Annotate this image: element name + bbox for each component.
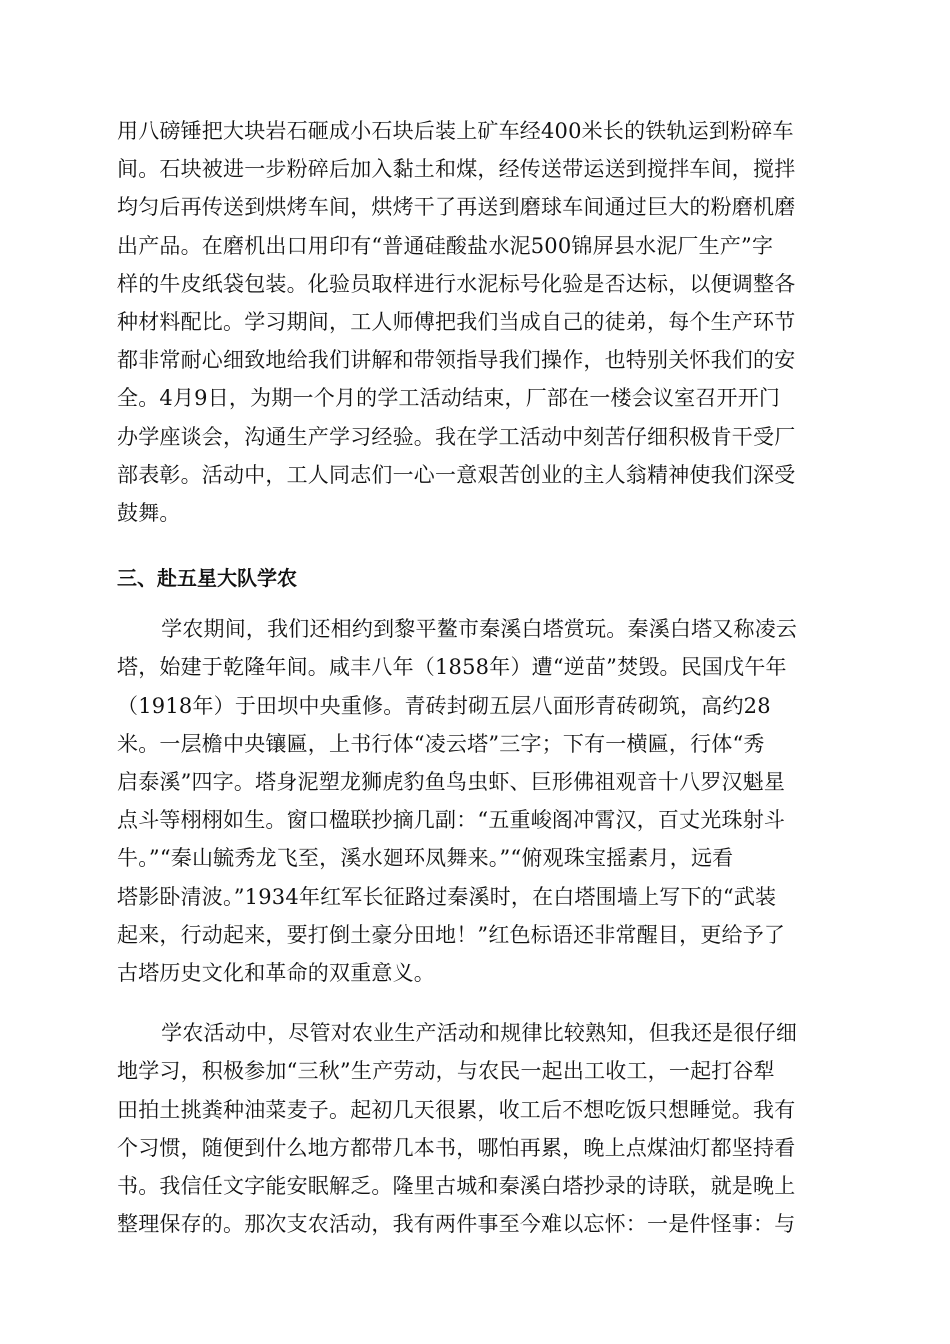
text-line: 用八磅锤把大块岩石砸成小石块后装上矿车经400米长的铁轨运到粉碎车 [117, 119, 794, 143]
text-line: 部表彰。活动中，工人同志们一心一意艰苦创业的主人翁精神使我们深受 [117, 462, 796, 487]
text-line: 出产品。在磨机出口用印有“普通硅酸盐水泥500锦屏县水泥厂生产”字 [117, 233, 774, 258]
text-line: 地学习，积极参加“三秋”生产劳动，与农民一起出工收工，一起打谷犁 [117, 1059, 775, 1084]
paragraph-1 [117, 112, 830, 532]
text-line: 起来，行动起来，要打倒土豪分田地！”红色标语还非常醒目，更给予了 [117, 922, 786, 947]
paragraph-gap [117, 992, 830, 1014]
text-line: 学农活动中，尽管对农业生产活动和规律比较熟知，但我还是很仔细 [161, 1021, 798, 1046]
text-line: 全。4月9日，为期一个月的学工活动结束，厂部在一楼会议室召开开门 [117, 386, 781, 411]
text-line: 古塔历史文化和革命的双重意义。 [117, 961, 435, 986]
text-line: 牛。”“秦山毓秀龙飞至，溪水廻环凤舞来。”“俯观珠宝摇素月，远看 [117, 846, 734, 871]
text-line: 点斗等栩栩如生。窗口楹联抄摘几副：“五重峻阁冲霄汉，百丈光珠射斗 [117, 808, 786, 833]
text-line: 都非常耐心细致地给我们讲解和带领指导我们操作，也特别关怀我们的安 [117, 348, 796, 373]
text-line: 均匀后再传送到烘烤车间，烘烤干了再送到磨球车间通过巨大的粉磨机磨 [117, 195, 796, 220]
paragraph-2 [117, 610, 830, 992]
text-line: 田拍土挑粪种油菜麦子。起初几天很累，收工后不想吃饭只想睡觉。我有 [117, 1097, 796, 1122]
text-line: 办学座谈会，沟通生产学习经验。我在学工活动中刻苦仔细积极肯干受厂 [117, 424, 796, 449]
text-line: 书。我信任文字能安眠解乏。隆里古城和秦溪白塔抄录的诗联，就是晚上 [117, 1174, 796, 1199]
text-line: （1918年）于田坝中央重修。青砖封砌五层八面形青砖砌筑，高约28 [117, 693, 771, 718]
section-heading: 三、赴五星大队学农 [117, 566, 297, 591]
text-line: 塔影卧清波。”1934年红军长征路过秦溪时，在白塔围墙上写下的“武装 [117, 884, 777, 909]
text-line: 个习惯，随便到什么地方都带几本书，哪怕再累，晚上点煤油灯都坚持看 [117, 1135, 796, 1160]
text-line: 间。石块被进一步粉碎后加入黏土和煤，经传送带运送到搅拌车间，搅拌 [117, 157, 796, 182]
text-line: 启泰溪”四字。塔身泥塑龙狮虎豹鱼鸟虫虾、巨形佛祖观音十八罗汉魁星 [117, 770, 786, 795]
text-line: 米。一层檐中央镶匾，上书行体“凌云塔”三字；下有一横匾，行体“秀 [117, 731, 765, 756]
text-line: 塔，始建于乾隆年间。咸丰八年（1858年）遭“逆苗”焚毁。民国戊午年 [117, 655, 787, 680]
text-line: 整理保存的。那次支农活动，我有两件事至今难以忘怀：一是件怪事：与 [117, 1212, 796, 1237]
text-line: 鼓舞。 [117, 501, 181, 526]
paragraph-3 [117, 1014, 830, 1243]
text-line: 学农期间，我们还相约到黎平鳌市秦溪白塔赏玩。秦溪白塔又称凌云 [161, 617, 798, 642]
text-line: 样的牛皮纸袋包装。化验员取样进行水泥标号化验是否达标，以便调整各 [117, 271, 796, 296]
text-line: 种材料配比。学习期间，工人师傅把我们当成自己的徒弟，每个生产环节 [117, 310, 796, 335]
